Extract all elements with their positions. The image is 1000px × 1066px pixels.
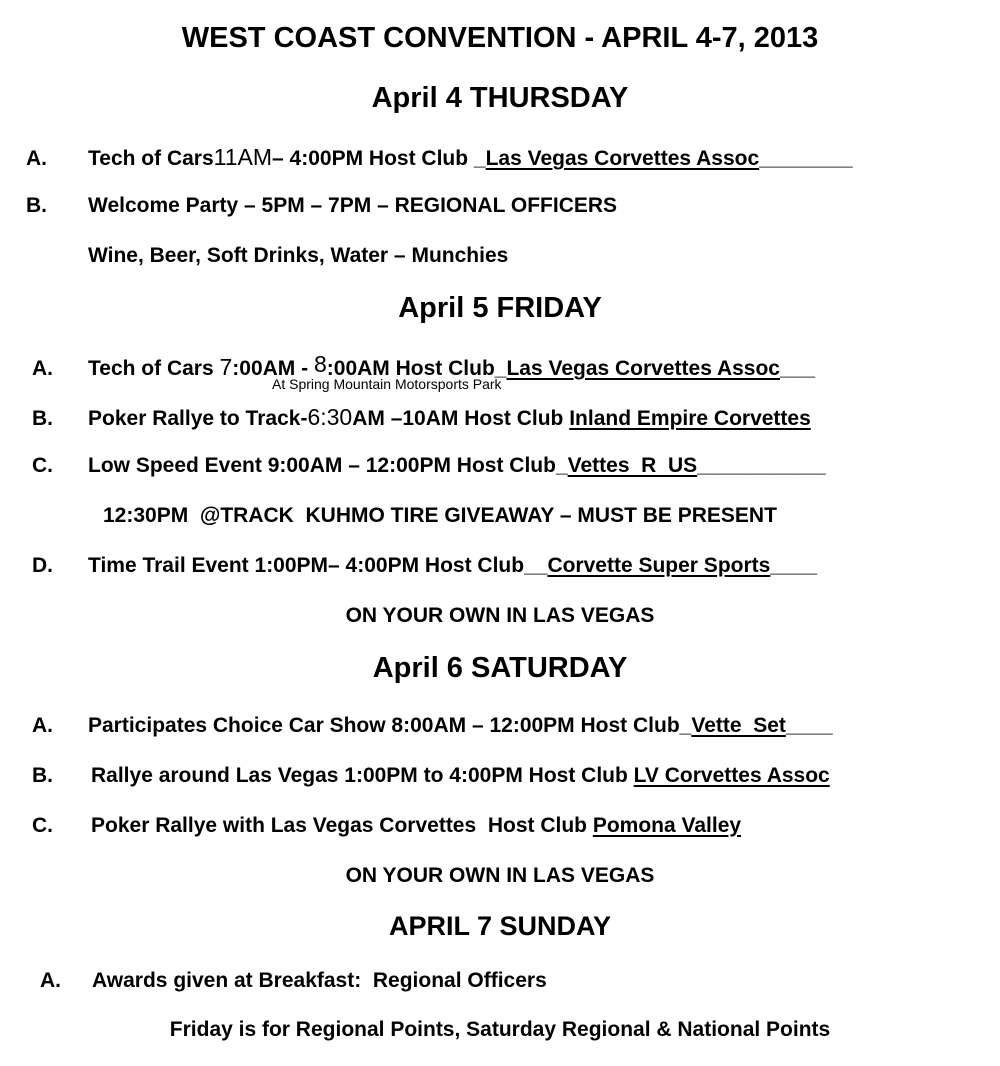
host-club: Corvette Super Sports: [547, 554, 771, 577]
item-letter: A.: [32, 357, 53, 380]
blank-line: ____: [770, 554, 818, 577]
item-letter: A.: [40, 969, 61, 992]
event-name: Welcome Party – 5PM – 7PM – REGIONAL OFFICERS: [88, 194, 618, 217]
event-name: Poker Rallye with Las Vegas Corvettes Host Club: [91, 814, 593, 837]
blank-line: _: [679, 714, 692, 737]
day-heading-thursday: April 4 THURSDAY: [371, 82, 629, 114]
saturday-item-a: [32, 714, 833, 738]
sunday-footer: Friday is for Regional Points, Saturday Regional & National Points: [169, 1018, 831, 1041]
saturday-item-c: [32, 814, 741, 838]
item-letter: C.: [32, 454, 53, 477]
host-club: Vettes R US: [567, 454, 698, 477]
blank-line: ___________: [697, 454, 826, 477]
blank-line: _: [494, 357, 507, 380]
event-name: Rallye around Las Vegas 1:00PM to 4:00PM Host Club: [91, 764, 634, 787]
host-club: Las Vegas Corvettes Assoc: [506, 357, 780, 380]
blank-line: ____: [785, 714, 833, 737]
host-club: Inland Empire Corvettes: [569, 407, 811, 430]
blank-line: _: [473, 147, 486, 170]
event-name: Awards given at Breakfast: Regional Officers: [92, 969, 547, 992]
day-heading-friday: April 5 FRIDAY: [398, 292, 602, 324]
item-letter: A.: [26, 147, 47, 170]
event-name: Poker Rallye to Track-: [88, 407, 308, 430]
event-time-start: 7: [219, 354, 233, 380]
thursday-item-b: [26, 194, 617, 218]
friday-giveaway-note: 12:30PM @TRACK KUHMO TIRE GIVEAWAY – MUST BE PRESENT: [103, 504, 777, 527]
blank-line: ________: [759, 147, 853, 170]
friday-item-c: [32, 454, 826, 478]
event-name: Low Speed Event 9:00AM – 12:00PM Host Club: [88, 454, 556, 477]
day-heading-saturday: April 6 SATURDAY: [372, 652, 628, 684]
blank-line: __: [524, 554, 548, 577]
host-club: Vette Set: [691, 714, 786, 737]
event-time-part: :00AM -: [232, 357, 314, 380]
blank-line: _: [555, 454, 568, 477]
friday-footer: ON YOUR OWN IN LAS VEGAS: [345, 604, 655, 627]
item-letter: B.: [26, 194, 47, 217]
location-note: At Spring Mountain Motorsports Park: [272, 376, 502, 392]
event-name: Time Trail Event 1:00PM– 4:00PM Host Club: [88, 554, 525, 577]
event-time: 6:30: [307, 404, 353, 430]
event-time-end: 8: [313, 351, 327, 377]
event-name: Tech of Cars: [88, 357, 220, 380]
item-letter: B.: [32, 407, 53, 430]
thursday-item-note: Wine, Beer, Soft Drinks, Water – Munchies: [88, 244, 509, 267]
item-letter: A.: [32, 714, 53, 737]
host-club: Pomona Valley: [592, 814, 742, 837]
event-name: Tech of Cars: [88, 147, 214, 170]
event-details: :00AM Host Club: [326, 357, 495, 380]
item-letter: D.: [32, 554, 53, 577]
blank-line: ___: [779, 357, 816, 380]
friday-item-b: [32, 404, 811, 431]
thursday-item-a: [26, 144, 853, 171]
saturday-footer: ON YOUR OWN IN LAS VEGAS: [345, 864, 655, 887]
item-letter: B.: [32, 764, 53, 787]
event-name: Participates Choice Car Show 8:00AM – 12:00PM Host Club: [88, 714, 680, 737]
event-details: AM –10AM Host Club: [352, 407, 570, 430]
event-time: 11AM: [213, 144, 273, 170]
day-heading-sunday: APRIL 7 SUNDAY: [388, 911, 612, 941]
saturday-item-b: [32, 764, 830, 788]
sunday-item-a: [40, 969, 547, 993]
event-details: – 4:00PM Host Club: [272, 147, 474, 170]
friday-item-d: [32, 554, 817, 578]
document-title: WEST COAST CONVENTION - APRIL 4-7, 2013: [181, 22, 819, 54]
item-letter: C.: [32, 814, 53, 837]
host-club: LV Corvettes Assoc: [633, 764, 830, 787]
host-club: Las Vegas Corvettes Assoc: [485, 147, 760, 170]
